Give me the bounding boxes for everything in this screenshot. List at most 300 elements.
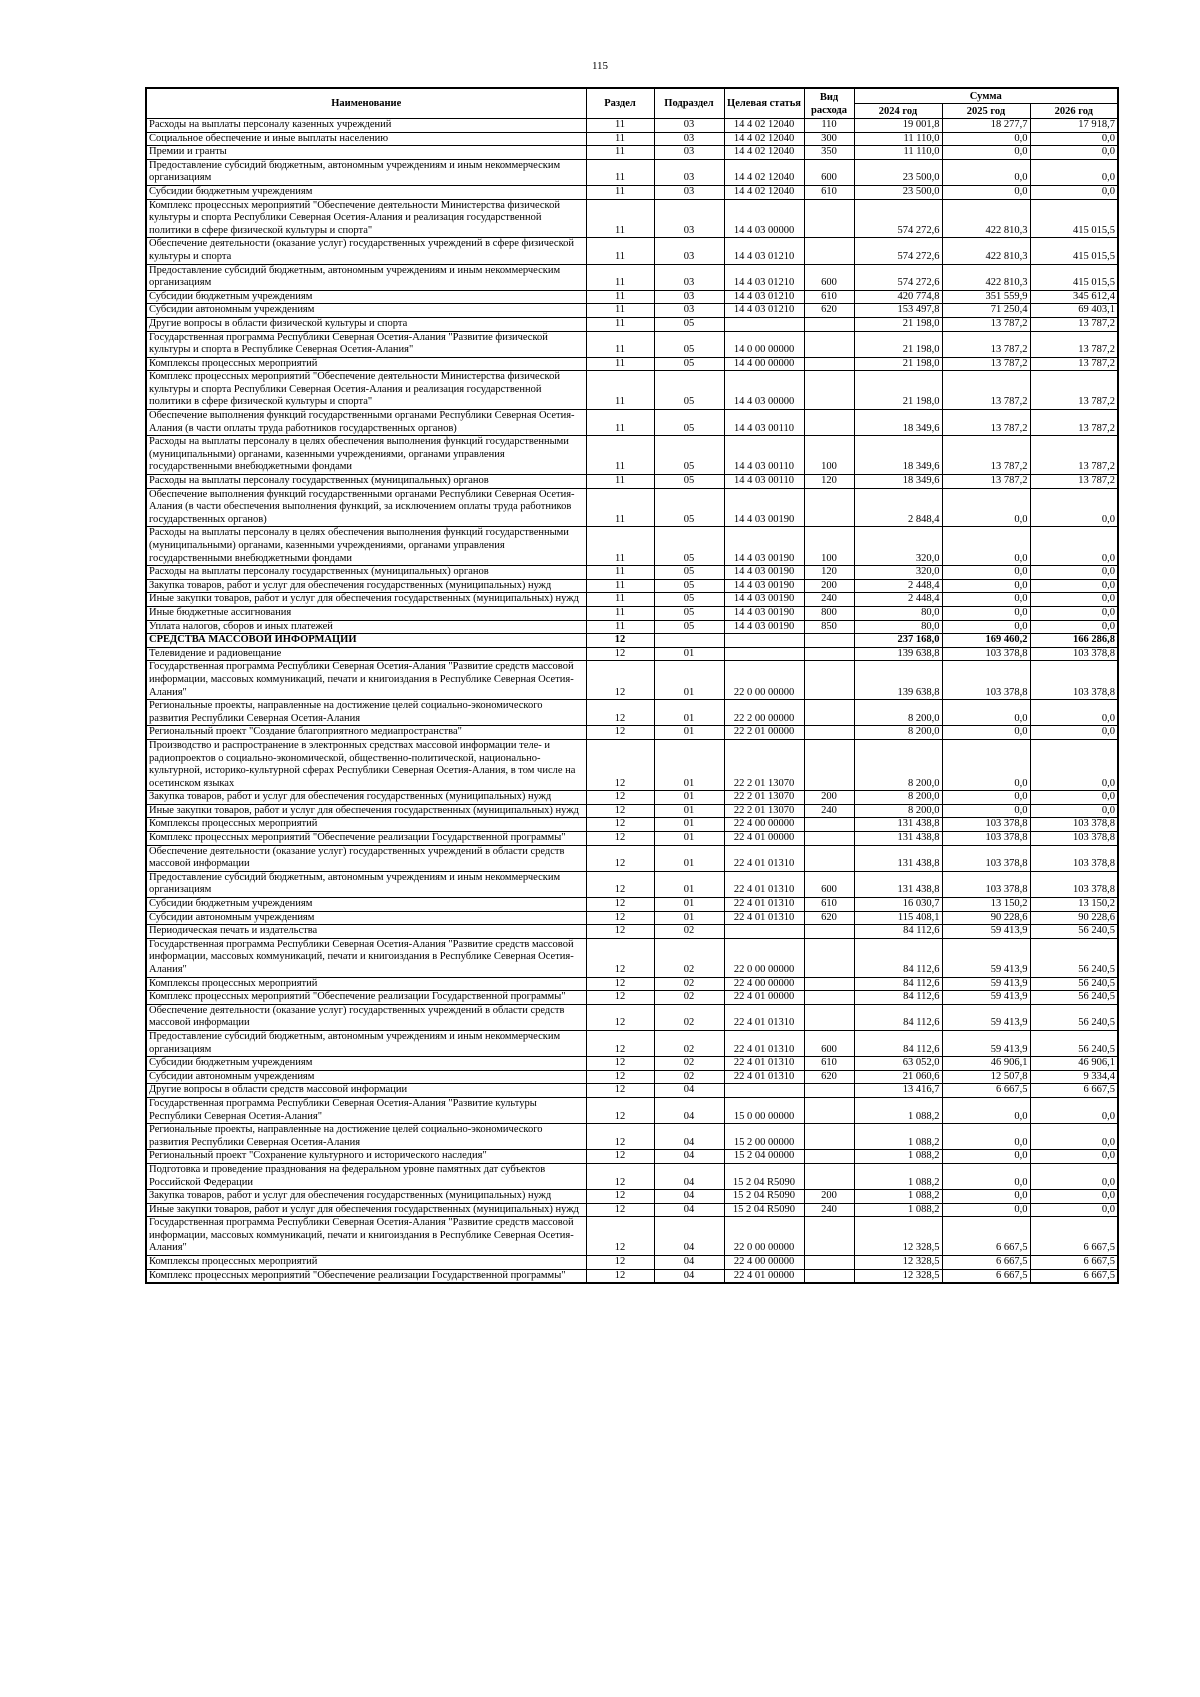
cell-target-article: 14 4 03 00000 — [724, 371, 804, 410]
cell-expense-type — [804, 488, 854, 527]
cell-name: Предоставление субсидий бюджетным, автономным учреждениям и иным некоммерческим организациям — [146, 1030, 586, 1056]
cell-2025: 103 378,8 — [942, 661, 1030, 700]
cell-2026: 0,0 — [1030, 739, 1118, 790]
cell-2025: 6 667,5 — [942, 1269, 1030, 1283]
cell-subsection: 01 — [654, 726, 724, 740]
cell-2024: 237 168,0 — [854, 634, 942, 648]
cell-2024: 2 448,4 — [854, 593, 942, 607]
cell-target-article: 14 4 02 12040 — [724, 119, 804, 133]
cell-2026: 6 667,5 — [1030, 1217, 1118, 1256]
cell-subsection: 02 — [654, 991, 724, 1005]
cell-name: Комплекс процессных мероприятий "Обеспечение деятельности Министерства физической культуры и спорта Республики Северная Осетия-Алания и реализация государственной политики в сфере физической культуры и спорта" — [146, 371, 586, 410]
cell-expense-type — [804, 1256, 854, 1270]
cell-2025: 351 559,9 — [942, 290, 1030, 304]
table-row — [146, 1256, 1118, 1270]
table-row — [146, 647, 1118, 661]
cell-2025: 13 787,2 — [942, 317, 1030, 331]
cell-target-article: 14 4 00 00000 — [724, 357, 804, 371]
cell-name: Государственная программа Республики Северная Осетия-Алания "Развитие средств массовой информации, массовых коммуникаций, печати и книгоиздания в Республике Северная Осетия-Алания" — [146, 661, 586, 700]
cell-name: Расходы на выплаты персоналу в целях обеспечения выполнения функций государственными (муниципальными) органами, казенными учреждениями, органами управления государственными внебюджетными фондами — [146, 436, 586, 475]
cell-target-article: 14 4 02 12040 — [724, 132, 804, 146]
cell-name: Комплекс процессных мероприятий "Обеспечение деятельности Министерства физической культуры и спорта Республики Северная Осетия-Алания и реализация государственной политики в сфере физической культуры и спорта" — [146, 199, 586, 238]
cell-name: Другие вопросы в области физической культуры и спорта — [146, 317, 586, 331]
header-2024: 2024 год — [854, 104, 942, 119]
cell-name: Субсидии бюджетным учреждениям — [146, 185, 586, 199]
table-row — [146, 871, 1118, 897]
page-number: 115 — [591, 60, 609, 72]
cell-expense-type: 110 — [804, 119, 854, 133]
cell-expense-type: 610 — [804, 898, 854, 912]
cell-subsection: 04 — [654, 1163, 724, 1189]
cell-expense-type — [804, 317, 854, 331]
cell-2025: 59 413,9 — [942, 991, 1030, 1005]
cell-name: Региональный проект "Создание благоприятного медиапространства" — [146, 726, 586, 740]
cell-2024: 19 001,8 — [854, 119, 942, 133]
cell-2024: 1 088,2 — [854, 1190, 942, 1204]
cell-2026: 6 667,5 — [1030, 1084, 1118, 1098]
cell-2026: 0,0 — [1030, 146, 1118, 160]
cell-section: 11 — [586, 436, 654, 475]
cell-expense-type: 240 — [804, 1203, 854, 1217]
cell-2026: 0,0 — [1030, 159, 1118, 185]
cell-subsection: 01 — [654, 845, 724, 871]
table-row — [146, 527, 1118, 566]
table-row — [146, 304, 1118, 318]
cell-target-article: 22 0 00 00000 — [724, 661, 804, 700]
cell-subsection: 05 — [654, 371, 724, 410]
cell-name: Комплекс процессных мероприятий "Обеспечение реализации Государственной программы" — [146, 991, 586, 1005]
cell-2026: 0,0 — [1030, 1203, 1118, 1217]
cell-name: Расходы на выплаты персоналу государственных (муниципальных) органов — [146, 566, 586, 580]
cell-name: Другие вопросы в области средств массовой информации — [146, 1084, 586, 1098]
cell-section: 12 — [586, 1097, 654, 1123]
cell-subsection: 04 — [654, 1150, 724, 1164]
cell-2025: 0,0 — [942, 1190, 1030, 1204]
cell-target-article: 14 4 03 00190 — [724, 606, 804, 620]
table-body — [146, 119, 1118, 1284]
header-section: Раздел — [586, 88, 654, 119]
cell-subsection — [654, 634, 724, 648]
cell-section: 11 — [586, 527, 654, 566]
cell-2026: 0,0 — [1030, 791, 1118, 805]
cell-target-article: 22 4 01 01310 — [724, 1004, 804, 1030]
table-row — [146, 938, 1118, 977]
cell-2025: 0,0 — [942, 527, 1030, 566]
cell-name: Субсидии бюджетным учреждениям — [146, 290, 586, 304]
cell-target-article: 22 4 01 00000 — [724, 991, 804, 1005]
cell-2024: 12 328,5 — [854, 1256, 942, 1270]
cell-2026: 69 403,1 — [1030, 304, 1118, 318]
cell-2024: 13 416,7 — [854, 1084, 942, 1098]
cell-subsection: 02 — [654, 938, 724, 977]
cell-subsection: 04 — [654, 1217, 724, 1256]
table-row — [146, 238, 1118, 264]
table-row — [146, 1030, 1118, 1056]
cell-target-article: 15 2 00 00000 — [724, 1124, 804, 1150]
cell-target-article: 22 4 01 01310 — [724, 845, 804, 871]
table-row — [146, 1124, 1118, 1150]
cell-section: 12 — [586, 1256, 654, 1270]
cell-expense-type: 100 — [804, 527, 854, 566]
cell-expense-type — [804, 925, 854, 939]
cell-subsection: 03 — [654, 185, 724, 199]
cell-2025: 422 810,3 — [942, 264, 1030, 290]
cell-2025: 0,0 — [942, 739, 1030, 790]
cell-2026: 56 240,5 — [1030, 991, 1118, 1005]
cell-name: Иные закупки товаров, работ и услуг для обеспечения государственных (муниципальных) нужд — [146, 593, 586, 607]
cell-2025: 0,0 — [942, 185, 1030, 199]
cell-section: 12 — [586, 1217, 654, 1256]
table-row — [146, 700, 1118, 726]
cell-2026: 0,0 — [1030, 132, 1118, 146]
cell-2026: 56 240,5 — [1030, 925, 1118, 939]
cell-target-article: 14 4 03 00110 — [724, 410, 804, 436]
cell-2024: 84 112,6 — [854, 925, 942, 939]
cell-subsection: 04 — [654, 1269, 724, 1283]
cell-expense-type — [804, 371, 854, 410]
cell-2026: 56 240,5 — [1030, 1030, 1118, 1056]
table-row — [146, 1004, 1118, 1030]
cell-2025: 0,0 — [942, 620, 1030, 634]
cell-subsection: 03 — [654, 264, 724, 290]
cell-2026: 103 378,8 — [1030, 845, 1118, 871]
cell-2025: 103 378,8 — [942, 832, 1030, 846]
cell-subsection: 03 — [654, 146, 724, 160]
cell-expense-type: 100 — [804, 436, 854, 475]
cell-2025: 59 413,9 — [942, 925, 1030, 939]
cell-target-article: 22 4 01 01310 — [724, 1030, 804, 1056]
cell-target-article: 15 2 04 00000 — [724, 1150, 804, 1164]
cell-subsection: 05 — [654, 331, 724, 357]
cell-2024: 1 088,2 — [854, 1203, 942, 1217]
table-row — [146, 661, 1118, 700]
cell-2026: 0,0 — [1030, 726, 1118, 740]
cell-name: Расходы на выплаты персоналу государственных (муниципальных) органов — [146, 475, 586, 489]
cell-name: Закупка товаров, работ и услуг для обеспечения государственных (муниципальных) нужд — [146, 791, 586, 805]
cell-2025: 103 378,8 — [942, 818, 1030, 832]
cell-2026: 103 378,8 — [1030, 647, 1118, 661]
cell-subsection: 04 — [654, 1124, 724, 1150]
cell-2026: 6 667,5 — [1030, 1269, 1118, 1283]
cell-expense-type — [804, 1084, 854, 1098]
cell-name: Государственная программа Республики Северная Осетия-Алания "Развитие физической культуры и спорта в Республике Северная Осетия-Алания" — [146, 331, 586, 357]
header-subsection: Подраздел — [654, 88, 724, 119]
cell-section: 12 — [586, 1030, 654, 1056]
cell-target-article: 22 2 01 13070 — [724, 804, 804, 818]
cell-2025: 71 250,4 — [942, 304, 1030, 318]
cell-2025: 59 413,9 — [942, 938, 1030, 977]
table-row — [146, 832, 1118, 846]
cell-section: 11 — [586, 488, 654, 527]
cell-2026: 0,0 — [1030, 620, 1118, 634]
cell-name: Субсидии автономным учреждениям — [146, 304, 586, 318]
cell-2024: 16 030,7 — [854, 898, 942, 912]
cell-name: Государственная программа Республики Северная Осетия-Алания "Развитие средств массовой информации, массовых коммуникаций, печати и книгоиздания в Республике Северная Осетия-Алания" — [146, 938, 586, 977]
cell-target-article: 14 4 03 01210 — [724, 290, 804, 304]
cell-section: 12 — [586, 871, 654, 897]
cell-target-article: 22 4 01 00000 — [724, 832, 804, 846]
cell-subsection: 03 — [654, 132, 724, 146]
table-row — [146, 925, 1118, 939]
cell-2026: 103 378,8 — [1030, 818, 1118, 832]
cell-section: 12 — [586, 661, 654, 700]
cell-subsection: 04 — [654, 1203, 724, 1217]
cell-subsection: 05 — [654, 620, 724, 634]
cell-section: 12 — [586, 804, 654, 818]
cell-2025: 0,0 — [942, 726, 1030, 740]
cell-name: Обеспечение деятельности (оказание услуг) государственных учреждений в области средств массовой информации — [146, 845, 586, 871]
cell-target-article — [724, 634, 804, 648]
cell-2026: 0,0 — [1030, 185, 1118, 199]
cell-name: Предоставление субсидий бюджетным, автономным учреждениям и иным некоммерческим организациям — [146, 159, 586, 185]
cell-subsection: 03 — [654, 119, 724, 133]
cell-target-article: 22 4 00 00000 — [724, 977, 804, 991]
cell-expense-type: 240 — [804, 804, 854, 818]
cell-subsection: 05 — [654, 527, 724, 566]
cell-section: 12 — [586, 726, 654, 740]
cell-target-article: 22 4 01 01310 — [724, 898, 804, 912]
cell-name: Комплекс процессных мероприятий "Обеспечение реализации Государственной программы" — [146, 832, 586, 846]
cell-name: Комплексы процессных мероприятий — [146, 818, 586, 832]
header-2025: 2025 год — [942, 104, 1030, 119]
cell-2025: 13 787,2 — [942, 371, 1030, 410]
cell-target-article: 14 0 00 00000 — [724, 331, 804, 357]
cell-expense-type — [804, 1097, 854, 1123]
cell-subsection: 05 — [654, 566, 724, 580]
cell-target-article — [724, 317, 804, 331]
cell-target-article: 22 2 01 13070 — [724, 791, 804, 805]
cell-subsection: 01 — [654, 700, 724, 726]
cell-target-article: 14 4 03 00190 — [724, 566, 804, 580]
cell-section: 12 — [586, 818, 654, 832]
cell-name: Обеспечение деятельности (оказание услуг) государственных учреждений в области средств массовой информации — [146, 1004, 586, 1030]
cell-2024: 574 272,6 — [854, 199, 942, 238]
cell-2026: 0,0 — [1030, 1097, 1118, 1123]
cell-expense-type — [804, 991, 854, 1005]
table-row — [146, 1084, 1118, 1098]
table-row — [146, 977, 1118, 991]
cell-target-article: 22 4 01 01310 — [724, 871, 804, 897]
cell-2025: 0,0 — [942, 1124, 1030, 1150]
cell-name: СРЕДСТВА МАССОВОЙ ИНФОРМАЦИИ — [146, 634, 586, 648]
cell-2026: 46 906,1 — [1030, 1057, 1118, 1071]
cell-section: 11 — [586, 132, 654, 146]
budget-table — [145, 87, 1119, 1284]
cell-expense-type: 620 — [804, 1070, 854, 1084]
cell-name: Иные закупки товаров, работ и услуг для обеспечения государственных (муниципальных) нужд — [146, 1203, 586, 1217]
cell-section: 12 — [586, 911, 654, 925]
cell-target-article — [724, 647, 804, 661]
table-row — [146, 410, 1118, 436]
cell-name: Предоставление субсидий бюджетным, автономным учреждениям и иным некоммерческим организациям — [146, 871, 586, 897]
cell-expense-type — [804, 739, 854, 790]
cell-expense-type: 610 — [804, 1057, 854, 1071]
table-row — [146, 264, 1118, 290]
table-row — [146, 1217, 1118, 1256]
cell-expense-type — [804, 832, 854, 846]
cell-subsection: 01 — [654, 661, 724, 700]
cell-2024: 8 200,0 — [854, 791, 942, 805]
cell-expense-type — [804, 726, 854, 740]
cell-2025: 0,0 — [942, 1150, 1030, 1164]
cell-section: 12 — [586, 991, 654, 1005]
cell-subsection: 01 — [654, 739, 724, 790]
cell-section: 11 — [586, 579, 654, 593]
table-row — [146, 159, 1118, 185]
cell-target-article: 14 4 03 00190 — [724, 593, 804, 607]
cell-section: 12 — [586, 791, 654, 805]
cell-2026: 0,0 — [1030, 566, 1118, 580]
cell-2024: 1 088,2 — [854, 1124, 942, 1150]
cell-name: Предоставление субсидий бюджетным, автономным учреждениям и иным некоммерческим организациям — [146, 264, 586, 290]
table-row — [146, 818, 1118, 832]
table-row — [146, 488, 1118, 527]
cell-target-article — [724, 1084, 804, 1098]
cell-subsection: 01 — [654, 647, 724, 661]
cell-2025: 12 507,8 — [942, 1070, 1030, 1084]
cell-2026: 0,0 — [1030, 1150, 1118, 1164]
cell-expense-type — [804, 1163, 854, 1189]
cell-2025: 13 787,2 — [942, 475, 1030, 489]
cell-section: 11 — [586, 185, 654, 199]
table-row — [146, 606, 1118, 620]
cell-2024: 139 638,8 — [854, 661, 942, 700]
cell-subsection: 02 — [654, 1070, 724, 1084]
cell-2024: 21 198,0 — [854, 331, 942, 357]
cell-expense-type: 300 — [804, 132, 854, 146]
cell-subsection: 03 — [654, 199, 724, 238]
cell-target-article: 22 0 00 00000 — [724, 938, 804, 977]
cell-target-article: 22 4 01 00000 — [724, 1269, 804, 1283]
table-row — [146, 739, 1118, 790]
cell-2025: 46 906,1 — [942, 1057, 1030, 1071]
cell-subsection: 01 — [654, 791, 724, 805]
cell-section: 11 — [586, 593, 654, 607]
cell-subsection: 03 — [654, 290, 724, 304]
cell-section: 12 — [586, 1163, 654, 1189]
cell-2025: 13 787,2 — [942, 410, 1030, 436]
cell-2024: 11 110,0 — [854, 146, 942, 160]
cell-subsection: 04 — [654, 1084, 724, 1098]
table-row — [146, 1097, 1118, 1123]
table-row — [146, 146, 1118, 160]
cell-section: 11 — [586, 606, 654, 620]
cell-2024: 8 200,0 — [854, 739, 942, 790]
cell-section: 11 — [586, 159, 654, 185]
cell-subsection: 01 — [654, 818, 724, 832]
cell-2025: 103 378,8 — [942, 845, 1030, 871]
cell-name: Подготовка и проведение празднования на федеральном уровне памятных дат субъектов Российской Федерации — [146, 1163, 586, 1189]
cell-2024: 574 272,6 — [854, 264, 942, 290]
cell-2025: 422 810,3 — [942, 238, 1030, 264]
table-row — [146, 290, 1118, 304]
cell-subsection: 04 — [654, 1097, 724, 1123]
cell-2026: 0,0 — [1030, 488, 1118, 527]
cell-2024: 574 272,6 — [854, 238, 942, 264]
cell-target-article: 14 4 03 00110 — [724, 436, 804, 475]
cell-2024: 21 198,0 — [854, 357, 942, 371]
cell-section: 12 — [586, 925, 654, 939]
cell-2024: 2 848,4 — [854, 488, 942, 527]
table-row — [146, 132, 1118, 146]
cell-2025: 59 413,9 — [942, 1004, 1030, 1030]
cell-section: 11 — [586, 317, 654, 331]
cell-name: Иные бюджетные ассигнования — [146, 606, 586, 620]
cell-2025: 6 667,5 — [942, 1084, 1030, 1098]
table-row — [146, 1203, 1118, 1217]
cell-expense-type: 610 — [804, 290, 854, 304]
cell-2025: 0,0 — [942, 791, 1030, 805]
cell-expense-type: 610 — [804, 185, 854, 199]
cell-2025: 13 787,2 — [942, 357, 1030, 371]
cell-2024: 84 112,6 — [854, 938, 942, 977]
cell-expense-type — [804, 1269, 854, 1283]
cell-target-article: 14 4 03 00190 — [724, 488, 804, 527]
cell-2024: 1 088,2 — [854, 1150, 942, 1164]
cell-section: 12 — [586, 1203, 654, 1217]
cell-name: Субсидии автономным учреждениям — [146, 1070, 586, 1084]
cell-target-article: 14 4 02 12040 — [724, 159, 804, 185]
cell-2024: 18 349,6 — [854, 436, 942, 475]
cell-2025: 6 667,5 — [942, 1217, 1030, 1256]
cell-section: 11 — [586, 238, 654, 264]
cell-expense-type: 350 — [804, 146, 854, 160]
cell-target-article: 22 4 00 00000 — [724, 1256, 804, 1270]
table-row — [146, 566, 1118, 580]
cell-2025: 90 228,6 — [942, 911, 1030, 925]
cell-2024: 21 198,0 — [854, 317, 942, 331]
cell-2024: 1 088,2 — [854, 1097, 942, 1123]
cell-2024: 80,0 — [854, 606, 942, 620]
cell-subsection: 01 — [654, 911, 724, 925]
cell-expense-type — [804, 1217, 854, 1256]
cell-2025: 0,0 — [942, 1163, 1030, 1189]
header-expense-type: Вид расхода — [804, 88, 854, 119]
cell-2026: 13 787,2 — [1030, 371, 1118, 410]
cell-2026: 13 787,2 — [1030, 475, 1118, 489]
cell-2026: 415 015,5 — [1030, 199, 1118, 238]
cell-expense-type: 600 — [804, 159, 854, 185]
cell-section: 11 — [586, 410, 654, 436]
cell-expense-type: 620 — [804, 304, 854, 318]
cell-section: 12 — [586, 647, 654, 661]
cell-subsection: 05 — [654, 606, 724, 620]
cell-expense-type: 600 — [804, 871, 854, 897]
table-row — [146, 579, 1118, 593]
table-row — [146, 371, 1118, 410]
cell-2026: 13 787,2 — [1030, 317, 1118, 331]
cell-2025: 6 667,5 — [942, 1256, 1030, 1270]
cell-subsection: 05 — [654, 475, 724, 489]
cell-2026: 103 378,8 — [1030, 871, 1118, 897]
cell-target-article: 14 4 03 01210 — [724, 304, 804, 318]
cell-expense-type: 120 — [804, 475, 854, 489]
cell-2025: 0,0 — [942, 700, 1030, 726]
cell-2026: 13 787,2 — [1030, 410, 1118, 436]
cell-subsection: 04 — [654, 1256, 724, 1270]
cell-2025: 0,0 — [942, 579, 1030, 593]
cell-subsection: 02 — [654, 1004, 724, 1030]
cell-name: Расходы на выплаты персоналу в целях обеспечения выполнения функций государственными (муниципальными) органами, казенными учреждениями, органами управления государственными внебюджетными фондами — [146, 527, 586, 566]
cell-subsection: 04 — [654, 1190, 724, 1204]
cell-section: 12 — [586, 634, 654, 648]
cell-2026: 0,0 — [1030, 593, 1118, 607]
cell-name: Премии и гранты — [146, 146, 586, 160]
cell-2024: 139 638,8 — [854, 647, 942, 661]
cell-section: 11 — [586, 304, 654, 318]
cell-target-article: 14 4 03 00190 — [724, 527, 804, 566]
cell-2026: 17 918,7 — [1030, 119, 1118, 133]
